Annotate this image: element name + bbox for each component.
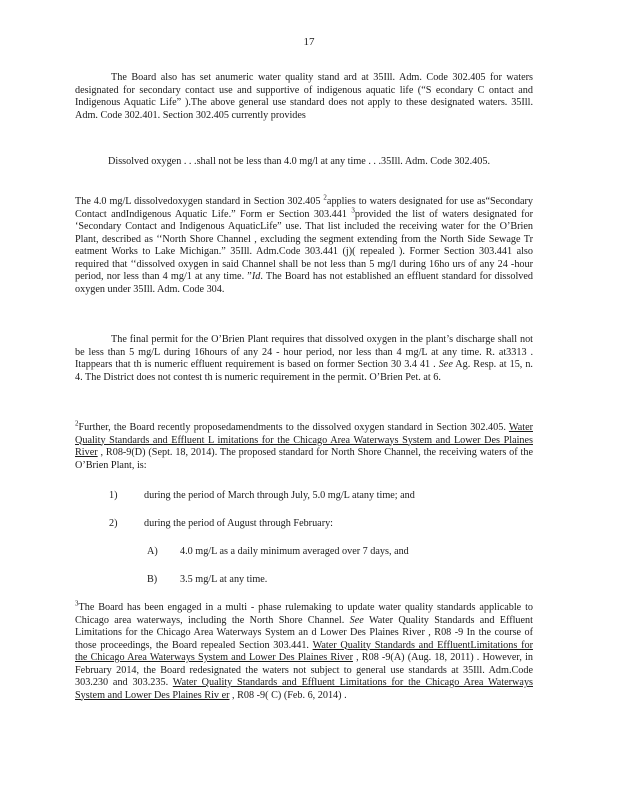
case-title: Water Quality Standards and Effluent Limitations for the Chicago Area Waterways System an d Lower Des Plaines River <box>75 614 533 638</box>
block-quote-dissolved-oxygen: Dissolved oxygen . . .shall not be less than 4.0 mg/l at any time . . .35Ill. Adm. Code 302.405. <box>108 156 490 167</box>
citation-see: See <box>438 359 453 370</box>
footnote-2 <box>75 419 533 472</box>
sub-list-letter: B) <box>147 574 158 585</box>
list-text: during the period of August through February: <box>144 518 334 529</box>
paragraph-text: The 4.0 mg/L dissolvedoxygen standard in Section 302.405 <box>75 196 321 207</box>
paragraph-text: Ag. Resp. at 15, n. 4. The District does not contest th is numeric requirement in the permit. O’Brien Pet. at 6. <box>75 359 533 383</box>
citation-id: Id <box>251 271 261 282</box>
list-text: during the period of March through July, 5.0 mg/L atany time; and <box>144 490 415 501</box>
case-title: Water Quality Standards and Effluent Limitations for the Chicago Area Waterways System and Lower Des Plaines Riv er <box>75 677 533 701</box>
footnote-text: Further, the Board recently proposedamendments to the dissolved oxygen standard in Section 302.405. <box>78 422 509 433</box>
footnote-text: , R08 -9( C) (Feb. 6, 2014) . <box>229 689 347 701</box>
footnote-ref-3[interactable]: 3 <box>351 206 355 215</box>
citation-see: See <box>349 614 364 626</box>
footnote-text: The Board has been engaged in a multi - phase rulemaking to update water quality standards applicable to Chicago area waterways, including the North Shore Channel. <box>75 602 533 626</box>
paragraph-water-quality-standard: The Board also has set anumeric water quality stand ard at 35Ill. Adm. Code 302.405 for waters designated for secondary contact use and supportive of indigenous aquatic life (“S econdary C ontact and Indigenous Aquatic Life” ).The above general use standard does not apply to these designated waters. 35Ill. Adm. Code 302.401. Section 302.405 currently provides <box>75 72 533 121</box>
page-number: 17 <box>303 36 315 48</box>
case-title: Water Quality Standards and Effluent L imitations for the Chicago Area Waterways System and Lower Des Plaines River <box>75 422 533 458</box>
footnote-ref-2[interactable]: 2 <box>323 193 327 202</box>
footnote-mark-3: 3 <box>75 599 79 608</box>
sub-list-letter: A) <box>147 546 158 557</box>
list-number: 2) <box>109 518 118 529</box>
sub-list-text: 3.5 mg/L at any time. <box>180 574 268 585</box>
paragraph-text: provided the list of waters designated for ‘Secondary Contact and Indigenous AquaticLife” use. That list included the receiving water for the O’Brien Plant, described as ‘‘North Shore Channel , excluding the segment extending from the North Side Sewage Tr eatment Works to Lake Michigan.” 35Ill. Adm.Code 303.441 (j)( repealed ). Former Section 303.441 also required that ‘‘dissolved oxygen in said Channel shall be not less than 5 mg/l during 16ho urs of any 24 -hour period, nor less than 4 mg/1 at any time. ” <box>75 208 533 282</box>
list-item-2 <box>0 518 618 532</box>
footnote-text: , R08 -9 In the course of those proceedings, the Board repealed Section 303.441. <box>75 627 534 651</box>
sub-list-item-a <box>0 546 618 560</box>
list-item-1 <box>0 490 618 504</box>
footnote-mark-2: 2 <box>75 419 79 428</box>
list-number: 1) <box>109 490 118 501</box>
footnote-text: , R08-9(D) (Sept. 18, 2014). The proposed standard for North Shore Channel, the receiving waters of the O’Brien Plant, is: <box>75 447 533 471</box>
case-title: Water Quality Standards and EffluentLimitations for the Chicago Area Waterways System and Lower Des Plaines River <box>75 639 533 663</box>
sub-list-text: 4.0 mg/L as a daily minimum averaged over 7 days, and <box>180 546 409 557</box>
footnote-text: , R08 -9(A) (Aug. 18, 2011) . However, in February 2014, the Board redesignated the waters not subject to general use standards at 35Ill. Adm.Code 303.230 and 303.235. <box>75 652 533 688</box>
paragraph-final-permit <box>75 334 533 384</box>
paragraph-standard-applies <box>75 193 533 296</box>
paragraph-text: applies to waters designated for use as“Secondary Contact andIndigenous Aquatic Life.” Form er Section 303.441 <box>75 196 533 220</box>
sub-list-item-b <box>0 574 618 588</box>
paragraph-text: . The Board has not established an effluent standard for dissolved oxygen under 35Ill. Adm. Code 304. <box>75 271 533 295</box>
footnote-3 <box>75 599 534 702</box>
paragraph-text: The final permit for the O’Brien Plant requires that dissolved oxygen in the plant’s discharge shall not be less than 5 mg/L during 16hours of any 24 - hour period, nor less than 4 mg/L at any time. R. at3313 . Itappears that th is numeric effluent requirement is based on former Section 30 3.4 41 . <box>75 334 533 370</box>
